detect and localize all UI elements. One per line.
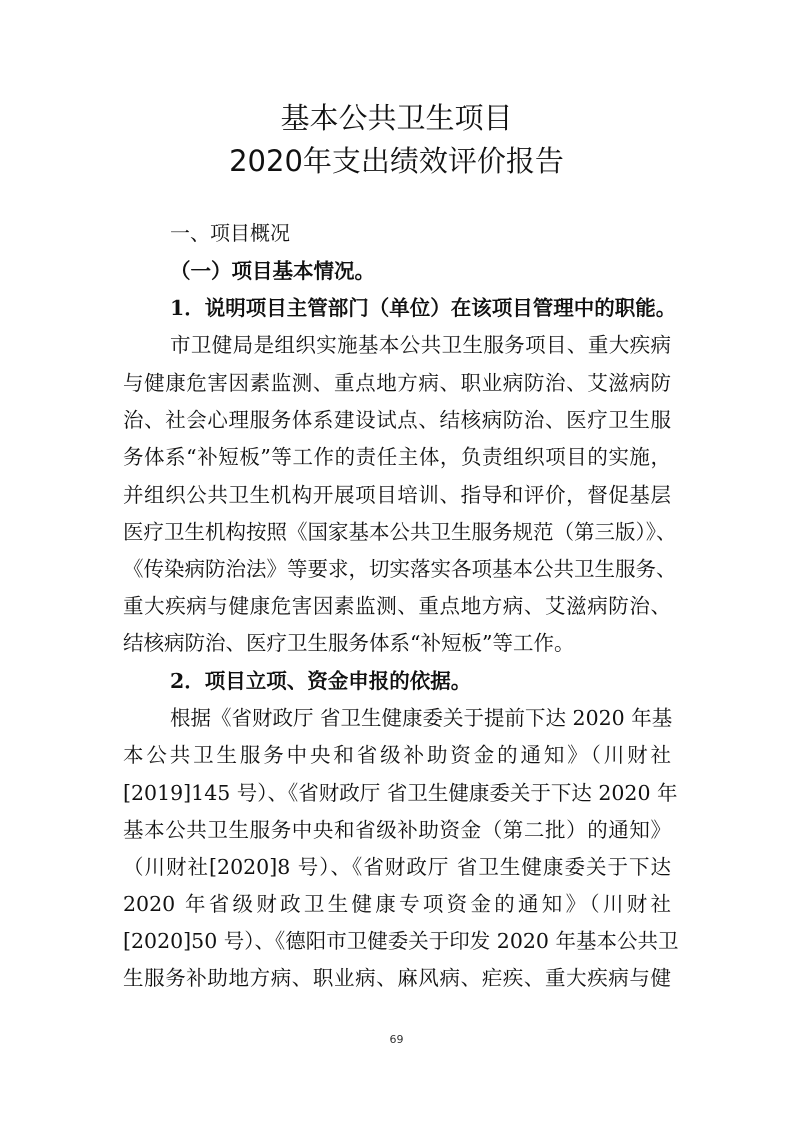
paragraph-line: 2020 年省级财政卫生健康专项资金的通知》（川财社 <box>123 892 671 916</box>
item2-heading: 2．项目立项、资金申报的依据。 <box>170 669 472 693</box>
paragraph-line: （川财社[2020]8 号）、《省财政厅 省卫生健康委关于下达 <box>123 855 671 879</box>
paragraph-line: 重大疾病与健康危害因素监测、重点地方病、艾滋病防治、 <box>123 594 671 618</box>
document-title-line2: 2020年支出绩效评价报告 <box>229 144 564 178</box>
paragraph-line: 市卫健局是组织实施基本公共卫生服务项目、重大疾病 <box>170 333 671 357</box>
document-title-line1: 基本公共卫生项目 <box>280 101 513 135</box>
paragraph-line: [2020]50 号）、《德阳市卫健委关于印发 2020 年基本公共卫 <box>123 929 679 953</box>
paragraph-line: [2019]145 号）、《省财政厅 省卫生健康委关于下达 2020 年 <box>123 781 678 805</box>
paragraph-line: 生服务补助地方病、职业病、麻风病、疟疾、重大疾病与健 <box>123 966 671 990</box>
paragraph-line: 《传染病防治法》等要求，切实落实各项基本公共卫生服务、 <box>123 557 677 581</box>
item1-heading: 1．说明项目主管部门（单位）在该项目管理中的职能。 <box>170 296 677 320</box>
subsection-heading: （一）项目基本情况。 <box>170 259 375 283</box>
paragraph-line: 基本公共卫生服务中央和省级补助资金（第二批）的通知》 <box>123 818 671 842</box>
page-number: 69 <box>389 1033 404 1046</box>
paragraph-line: 与健康危害因素监测、重点地方病、职业病防治、艾滋病防 <box>123 371 671 395</box>
paragraph-line: 治、社会心理服务体系建设试点、结核病防治、医疗卫生服 <box>123 408 671 432</box>
paragraph-line: 务体系“补短板”等工作的责任主体，负责组织项目的实施， <box>123 445 671 469</box>
paragraph-line: 本公共卫生服务中央和省级补助资金的通知》（川财社 <box>123 743 671 767</box>
paragraph-line: 结核病防治、医疗卫生服务体系“补短板”等工作。 <box>123 631 575 655</box>
paragraph-line: 并组织公共卫生机构开展项目培训、指导和评价，督促基层 <box>123 483 671 507</box>
paragraph-line: 根据《省财政厅 省卫生健康委关于提前下达 2020 年基 <box>170 706 673 730</box>
paragraph-line: 医疗卫生机构按照《国家基本公共卫生服务规范（第三版）》、 <box>123 520 677 544</box>
section-heading: 一、项目概况 <box>170 221 290 245</box>
